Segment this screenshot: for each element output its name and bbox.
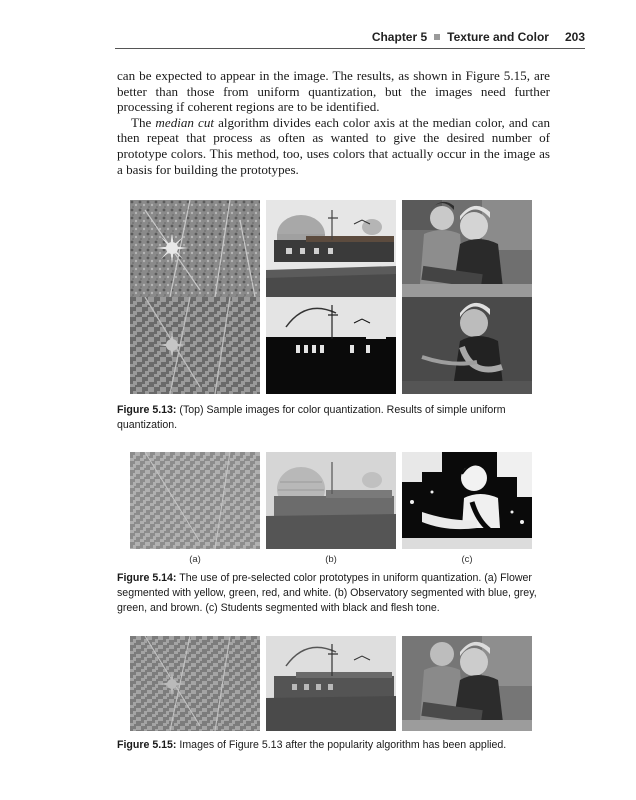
- paragraph-2: [117, 115, 550, 177]
- header-separator-icon: [434, 34, 440, 40]
- fig515-caption: [117, 738, 550, 753]
- fig513-students-original: [402, 200, 532, 297]
- page-number: 203: [564, 30, 585, 44]
- fig514-text: The use of pre-selected color prototypes in uniform quantization. (a) Flower segmented with yellow, green, red, and white. (b) Observatory segmented with blue, grey, green, and brown. (c) Students segmented with black and flesh tone.: [117, 572, 537, 614]
- fig515-students-popularity: [402, 636, 532, 731]
- fig513-flower-quantized: [130, 297, 260, 394]
- running-header: [115, 30, 585, 49]
- fig513-flower-original: [130, 200, 260, 297]
- median-cut-term: median cut: [155, 114, 215, 130]
- fig515-flower-popularity: [130, 636, 260, 731]
- fig514-caption: [117, 571, 550, 616]
- body-text: [117, 68, 550, 177]
- fig514-sublabel-a: (a): [189, 554, 201, 565]
- fig513-caption: [117, 403, 550, 433]
- fig515-observatory-popularity: [266, 636, 396, 731]
- fig514-students-segmented: [402, 452, 532, 549]
- paragraph-1: can be expected to appear in the image. The results, as shown in Figure 5.15, are better than those from uniform quantization, but the images need further processing if coherent regions are to be identified.: [117, 68, 550, 115]
- fig513-label: Figure 5.13:: [117, 404, 177, 416]
- fig514-sublabel-b: (b): [325, 554, 337, 565]
- fig515-label: Figure 5.15:: [117, 739, 177, 751]
- fig513-students-quantized: [402, 297, 532, 394]
- fig515-text: Images of Figure 5.13 after the popularity algorithm has been applied.: [176, 739, 507, 751]
- header-title: Texture and Color: [447, 30, 549, 44]
- fig513-observatory-original: [266, 200, 396, 297]
- fig514-flower-segmented: [130, 452, 260, 549]
- paragraph-2-start: The: [131, 114, 156, 130]
- header-chapter: Chapter 5: [371, 30, 428, 44]
- paragraph-2-rest: algorithm divides each color axis at the median color, and can then repeat that process as often as wanted to give the desired number of prototype colors. This method, too, uses colors that actually occur in the image as a basis for building the prototypes.: [117, 114, 550, 177]
- fig513-text: (Top) Sample images for color quantization. Results of simple uniform quantization.: [117, 404, 506, 431]
- fig514-sublabel-c: (c): [461, 554, 473, 565]
- fig513-observatory-quantized: [266, 297, 396, 394]
- fig514-observatory-segmented: [266, 452, 396, 549]
- fig514-label: Figure 5.14:: [117, 572, 177, 584]
